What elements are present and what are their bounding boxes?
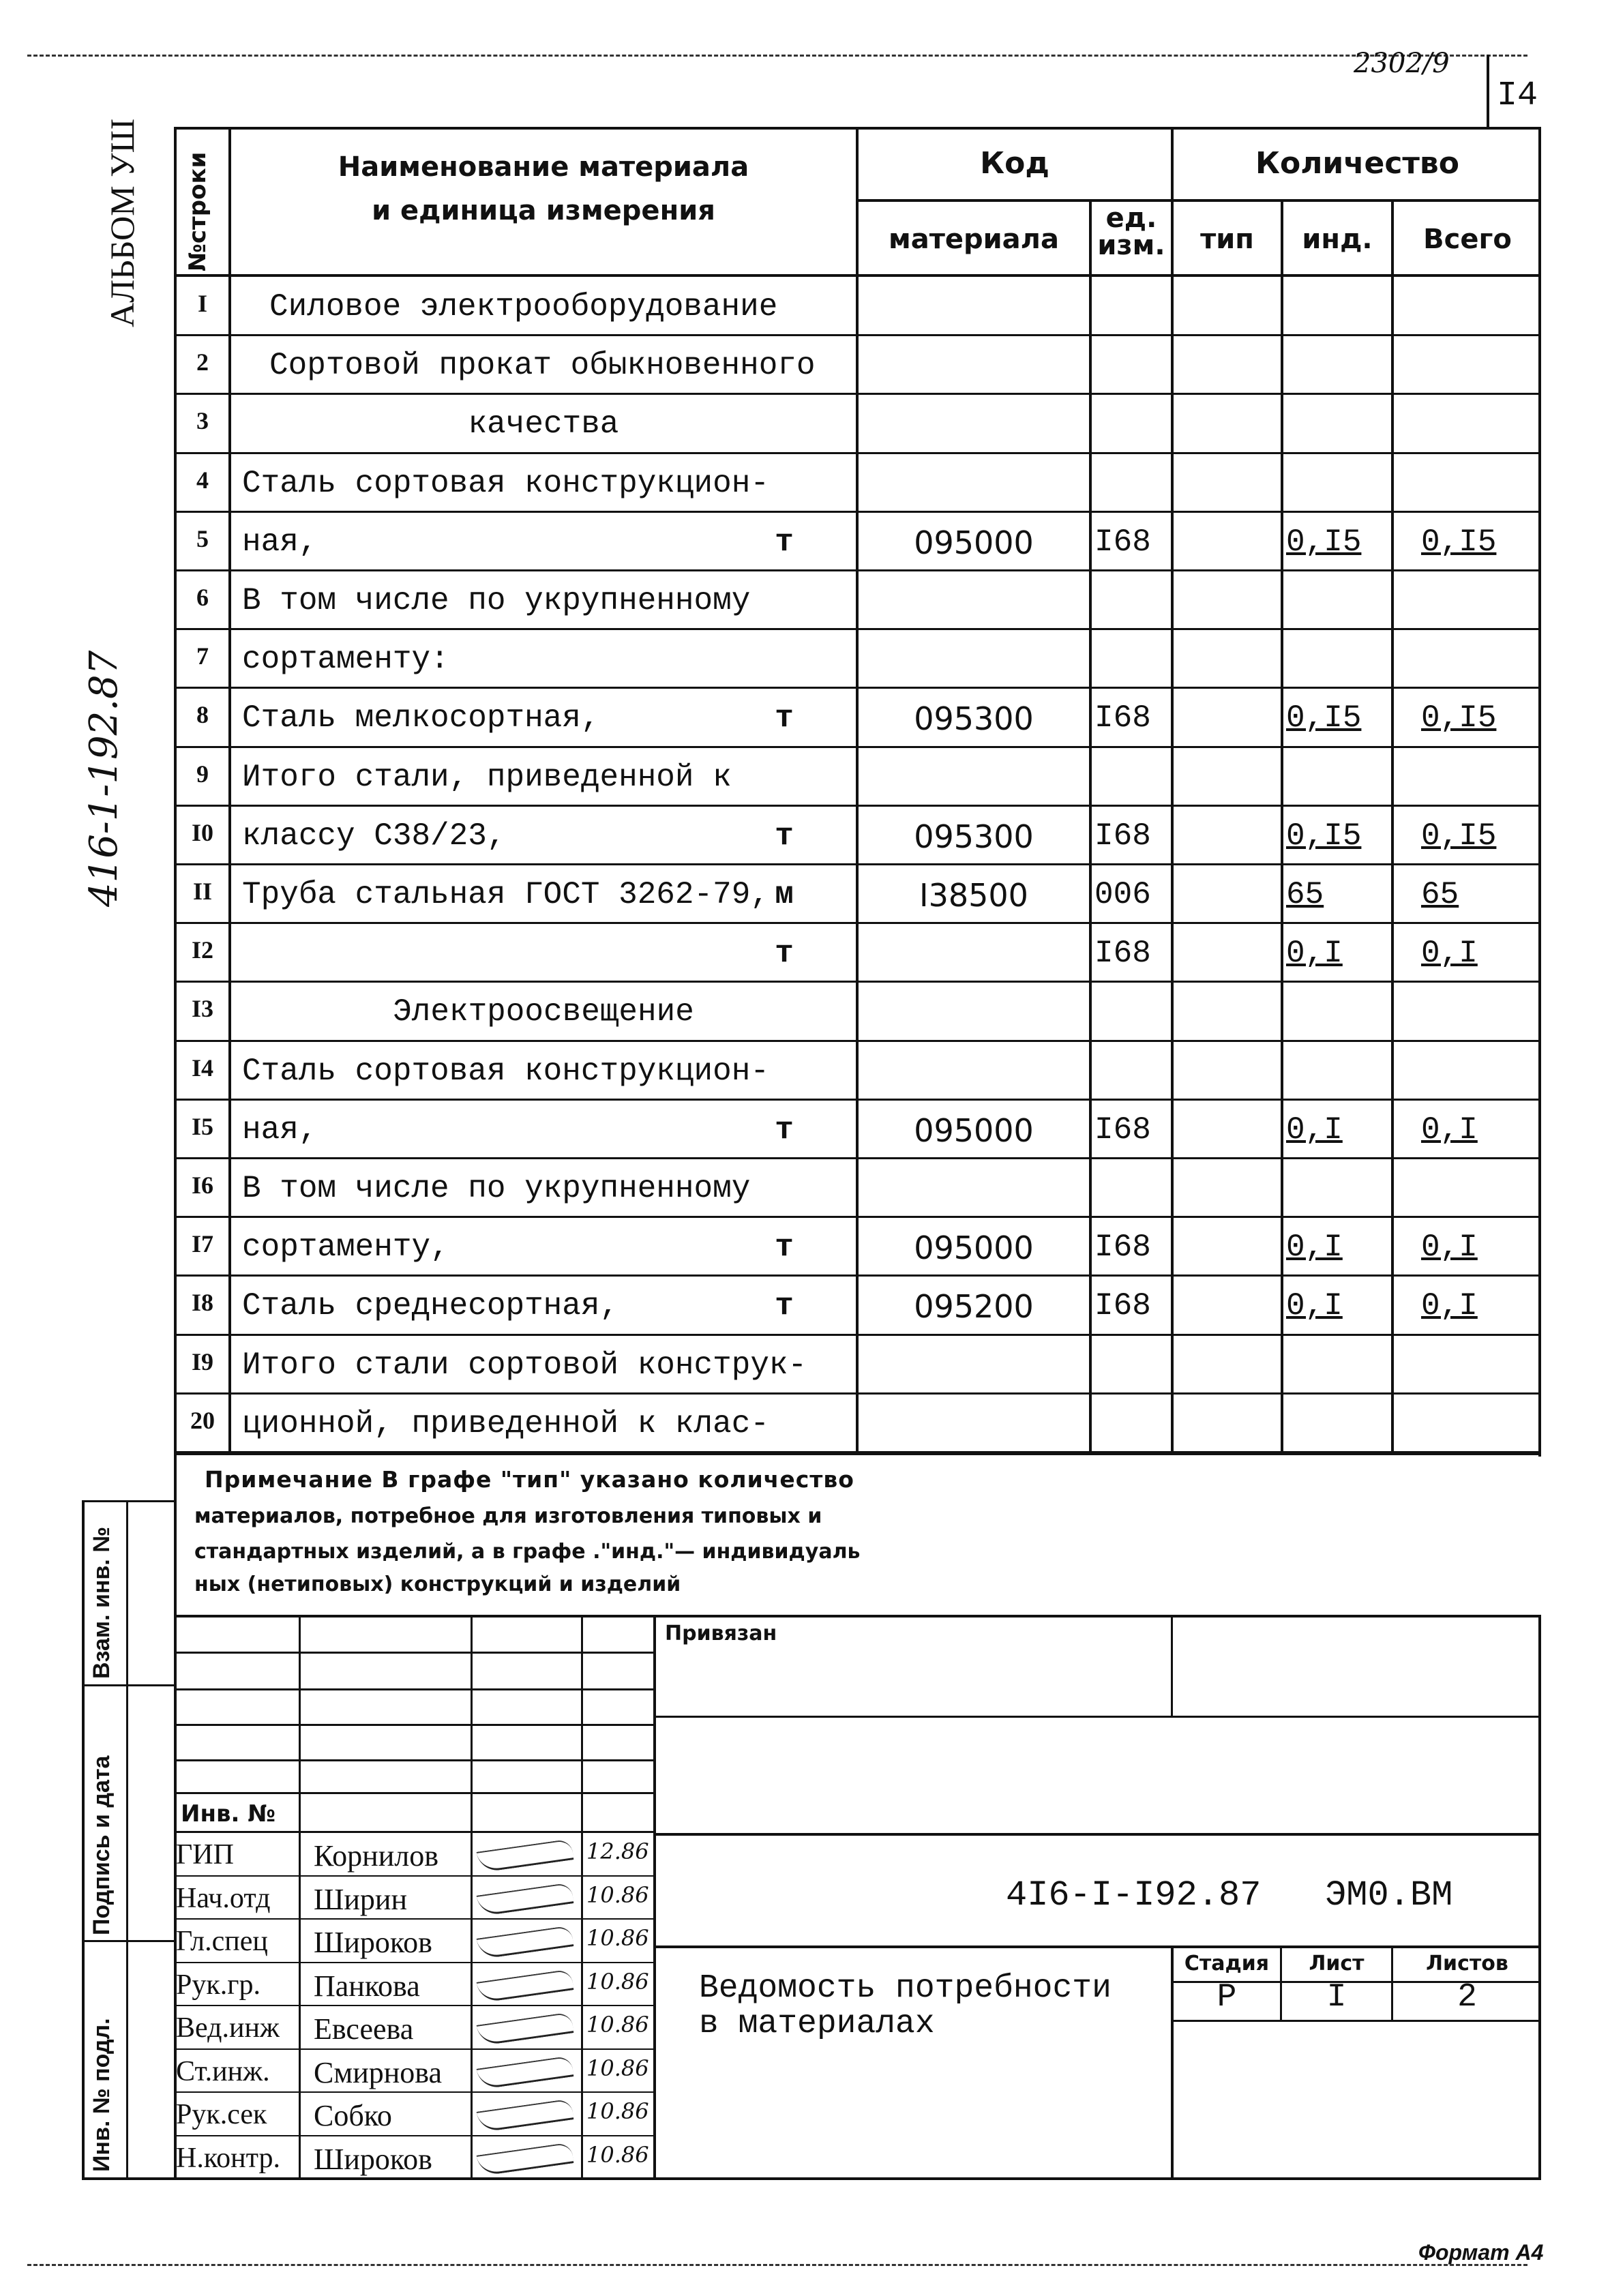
unit-header-line2: изм.: [1097, 230, 1165, 261]
unit-code: I68: [1094, 524, 1151, 560]
material-name: ная,: [242, 524, 318, 560]
unit-of-measure: т: [775, 1288, 794, 1324]
handwritten-signature: [477, 2055, 574, 2089]
row-number: II: [192, 878, 213, 905]
title-line-2: в материалах: [699, 2006, 935, 2042]
material-name: В том числе по укрупненному: [242, 1171, 751, 1206]
stage-value: Р: [1217, 1979, 1237, 2016]
format-label: Формат А4: [1418, 2240, 1544, 2265]
unit-code: I68: [1094, 700, 1151, 736]
material-code: 095300: [914, 700, 1034, 738]
row-number-header: №строки: [184, 151, 211, 271]
sign-date-label: Подпись и дата: [89, 1755, 115, 1935]
material-name: В том числе по укрупненному: [242, 583, 751, 618]
page-number: I4: [1497, 76, 1538, 115]
sign-date: 10.86: [586, 2098, 649, 2124]
role: ГИП: [176, 1839, 234, 1870]
sign-date: 10.86: [586, 1925, 649, 1951]
material-name: Силовое электрооборудование: [269, 289, 778, 325]
material-code: 095300: [914, 818, 1034, 855]
inv-original-label: Инв. № подл.: [89, 2018, 115, 2172]
material-code-header: материала: [889, 224, 1059, 255]
material-name: Итого стали сортовой конструк-: [242, 1347, 807, 1383]
role: Н.контр.: [176, 2142, 280, 2174]
stage-label: Стадия: [1184, 1952, 1270, 1976]
total-header: Всего: [1423, 224, 1512, 255]
role: Рук.гр.: [176, 1969, 260, 2001]
note-line-1: Примечание В графе "тип" указано количество: [205, 1466, 854, 1493]
qty-ind: 0,I5: [1286, 818, 1362, 854]
unit-code: I68: [1094, 1229, 1151, 1266]
qty-total: 0,I5: [1421, 700, 1497, 736]
row-number: 4: [196, 466, 209, 494]
material-name: сортаменту,: [242, 1229, 449, 1266]
material-code: 095200: [914, 1288, 1034, 1326]
qty-total: 0,I5: [1421, 818, 1497, 854]
row-number: 3: [196, 407, 209, 435]
person-name: Широков: [314, 1926, 432, 1959]
note-line-4: ных (нетиповых) конструкций и изделий: [194, 1572, 681, 1596]
row-number: 7: [196, 642, 209, 670]
material-code: I38500: [919, 877, 1028, 914]
qty-total: 0,I5: [1421, 524, 1497, 560]
quantity-header: Количество: [1255, 146, 1459, 181]
material-name: сортаменту:: [242, 642, 449, 678]
handwritten-signature: [477, 1969, 574, 2003]
handwritten-signature: [477, 1882, 574, 1916]
unit-code: I68: [1094, 1288, 1151, 1324]
qty-total: 65: [1421, 877, 1459, 912]
sign-date: 10.86: [586, 2055, 649, 2081]
sign-date: 12.86: [586, 1838, 649, 1864]
sign-date: 10.86: [586, 2012, 649, 2038]
handwritten-signature: [477, 2098, 574, 2132]
unit-of-measure: т: [775, 1229, 794, 1266]
person-name: Евсеева: [314, 2012, 414, 2046]
inv-replacement-label: Взам. инв. №: [89, 1526, 115, 1679]
project-code: 416-1-192.87: [82, 650, 126, 907]
top-border: [27, 55, 1527, 57]
row-number: 9: [196, 760, 209, 788]
material-name: Сталь среднесортная,: [242, 1288, 619, 1324]
album-label: АЛЬБОМ УШ: [103, 118, 141, 327]
material-name: ная,: [242, 1112, 318, 1148]
qty-ind: 0,I5: [1286, 700, 1362, 736]
role: Рук.сек: [176, 2099, 267, 2130]
qty-total: 0,I: [1421, 1288, 1478, 1324]
handwritten-signature: [477, 1838, 574, 1873]
person-name: Смирнова: [314, 2055, 443, 2089]
unit-code: I68: [1094, 1112, 1151, 1148]
handwritten-signature: [477, 2012, 574, 2046]
unit-of-measure: т: [775, 818, 794, 854]
note-line-3: стандартных изделий, а в графе ."инд."— индивидуаль: [194, 1540, 861, 1564]
row-number: 8: [196, 701, 209, 729]
sheet-label: Лист: [1309, 1952, 1365, 1976]
material-name: Сталь сортовая конструкцион-: [242, 465, 769, 501]
unit-of-measure: т: [775, 700, 794, 736]
document-designation: 4I6-I-I92.87 ЭМ0.ВМ: [1006, 1875, 1453, 1915]
person-name: Собко: [314, 2099, 392, 2132]
sign-date: 10.86: [586, 1968, 649, 1995]
unit-of-measure: м: [775, 877, 794, 912]
material-name: Электроосвещение: [393, 994, 694, 1030]
unit-code: I68: [1094, 818, 1151, 854]
unit-of-measure: т: [775, 524, 794, 560]
role: Гл.спец: [176, 1926, 268, 1957]
sheet-value: I: [1326, 1979, 1347, 2016]
doc-code: 2302/9: [1354, 48, 1450, 79]
role: Ст.инж.: [176, 2055, 270, 2087]
name-header: [231, 151, 856, 226]
unit-header: [1092, 205, 1171, 259]
inv-no-label: Инв. №: [181, 1800, 276, 1828]
person-name: Корнилов: [314, 1839, 438, 1873]
bottom-border: [27, 2264, 1527, 2266]
row-number: I5: [191, 1112, 213, 1140]
row-number: 2: [196, 348, 209, 376]
row-number: I0: [191, 818, 213, 846]
sign-date: 10.86: [586, 2141, 649, 2168]
role: Вед.инж: [176, 2012, 280, 2044]
material-name: Сталь мелкосортная,: [242, 700, 600, 736]
material-name: Труба стальная ГОСТ 3262-79,: [242, 877, 769, 912]
row-number: I6: [191, 1172, 213, 1199]
row-number: I: [197, 290, 207, 317]
row-number: I7: [191, 1230, 213, 1258]
row-number: I3: [191, 995, 213, 1023]
row-number: 6: [196, 584, 209, 611]
qty-total: 0,I: [1421, 1229, 1478, 1266]
qty-ind: 0,I: [1286, 1229, 1343, 1266]
handwritten-signature: [477, 1925, 574, 1959]
qty-ind: 0,I: [1286, 1112, 1343, 1148]
material-name: Сталь сортовая конструкцион-: [242, 1053, 769, 1089]
row-number: I4: [191, 1054, 213, 1082]
row-number: 5: [196, 524, 209, 552]
qty-ind: 65: [1286, 877, 1324, 912]
material-name: качества: [468, 406, 619, 443]
unit-header-line1: ед.: [1105, 203, 1157, 234]
row-number: I2: [191, 936, 213, 964]
person-name: Широков: [314, 2142, 432, 2176]
sheets-value: 2: [1457, 1979, 1477, 2016]
person-name: Ширин: [314, 1882, 408, 1916]
qty-ind: 0,I5: [1286, 524, 1362, 560]
material-name: Итого стали, приведенной к: [242, 759, 732, 795]
document-title: [699, 1971, 1112, 2042]
sheets-label: Листов: [1426, 1952, 1508, 1976]
row-number: 20: [190, 1406, 215, 1434]
unit-of-measure: т: [775, 936, 794, 972]
name-header-line1: Наименование материала: [338, 151, 749, 183]
material-name: классу С38/23,: [242, 818, 506, 854]
title-line-1: Ведомость потребности: [699, 1970, 1112, 2007]
qty-ind: 0,I: [1286, 936, 1343, 972]
code-header: Код: [980, 146, 1049, 181]
material-name: ционной, приведенной к клас-: [242, 1405, 769, 1442]
row-number: I9: [191, 1347, 213, 1375]
person-name: Панкова: [314, 1969, 420, 2003]
name-header-line2: и единица измерения: [372, 195, 715, 226]
material-name: Сортовой прокат обыкновенного: [269, 348, 816, 384]
privyazan-label: Привязан: [665, 1622, 777, 1645]
sign-date: 10.86: [586, 1881, 649, 1908]
material-code: 095000: [914, 1229, 1034, 1267]
unit-code: I68: [1094, 936, 1151, 972]
note-line-2: материалов, потребное для изготовления типовых и: [194, 1504, 822, 1528]
material-code: 095000: [914, 1112, 1034, 1149]
typ-header: тип: [1200, 224, 1254, 255]
ind-header: инд.: [1302, 224, 1373, 255]
row-number: I8: [191, 1289, 213, 1317]
qty-ind: 0,I: [1286, 1288, 1343, 1324]
material-code: 095000: [914, 524, 1034, 561]
unit-code: 006: [1094, 877, 1151, 912]
unit-of-measure: т: [775, 1112, 794, 1148]
qty-total: 0,I: [1421, 1112, 1478, 1148]
handwritten-signature: [477, 2142, 574, 2176]
qty-total: 0,I: [1421, 936, 1478, 972]
role: Нач.отд: [176, 1882, 271, 1914]
